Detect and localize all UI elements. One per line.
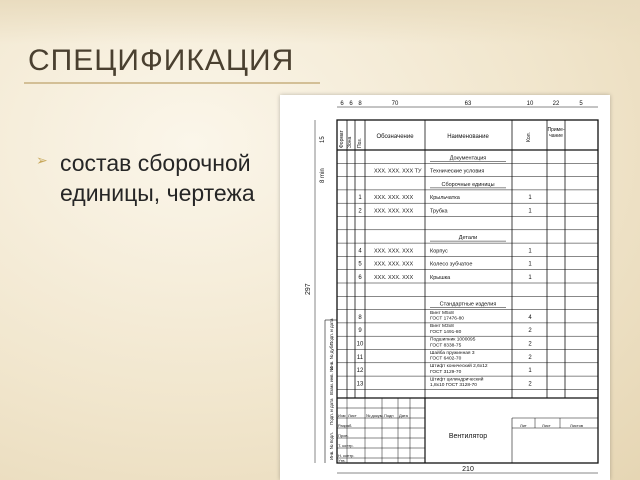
top-dimension-label: 22 <box>552 101 560 107</box>
row-position: 1 <box>358 195 362 202</box>
row-position: 9 <box>358 328 362 335</box>
row-name: Крыльчатка <box>430 195 460 202</box>
side-stamp-label: Инв. № подл. <box>329 431 334 460</box>
title-cell-label: Изм <box>338 413 346 418</box>
row-name: Колесо зубчатое <box>430 261 473 268</box>
header-note: Приме- <box>547 127 565 133</box>
row-name: ГОСТ 1491-80 <box>430 330 462 335</box>
row-name: Штифт цилиндрический <box>430 377 484 383</box>
row-name: ГОСТ 17476-80 <box>430 316 464 322</box>
row-name: ГОСТ 6402-70 <box>430 356 462 362</box>
product-name: Вентилятор <box>448 433 488 440</box>
row-position: 11 <box>356 354 364 361</box>
left-dimension-label: 15 <box>320 136 326 143</box>
bottom-dimension-label: 210 <box>462 466 474 473</box>
row-quantity: 1 <box>528 368 532 375</box>
section-heading: Сборочные единицы <box>441 181 495 188</box>
header-zone: Зона <box>347 136 353 148</box>
title-cell-label: № докум. <box>366 413 384 418</box>
row-quantity: 2 <box>528 381 532 388</box>
row-name: Винт М3х8 <box>430 324 454 330</box>
title-cell-label: Разраб. <box>338 423 353 428</box>
title-cell-label: Т. контр. <box>338 443 354 448</box>
side-stamp-label: Инв. № дубл. <box>329 342 334 370</box>
row-position: 2 <box>358 208 362 215</box>
header-designation: Обозначение <box>376 134 414 140</box>
row-quantity: 2 <box>528 354 532 361</box>
row-quantity: 1 <box>528 275 532 281</box>
row-name: Штифт конический 2,6х12 <box>430 364 488 370</box>
left-dimension-label: 297 <box>305 283 312 295</box>
specification-drawing-image <box>280 95 610 480</box>
top-dimension-label: 6 <box>340 101 344 107</box>
title-cell-label: Пров. <box>338 433 349 438</box>
row-name: ГОСТ 8338-75 <box>430 343 462 349</box>
top-dimension-label: 5 <box>579 101 583 107</box>
header-format: Формат <box>339 130 345 148</box>
slide-title: СПЕЦИФИКАЦИЯ <box>28 44 295 77</box>
row-position: 4 <box>358 248 362 255</box>
title-cell-label: Лит <box>520 423 527 428</box>
row-name: Крышка <box>430 275 451 281</box>
row-designation: XXX. XXX. XXX <box>374 275 414 281</box>
row-position: 13 <box>356 381 364 388</box>
row-designation: XXX. XXX. XXX <box>374 208 414 215</box>
row-position: 6 <box>358 275 362 281</box>
side-stamp-label: Взам. инв. № <box>329 367 334 395</box>
row-name: 1,8х10 ГОСТ 3128-70 <box>430 383 477 389</box>
section-heading: Детали <box>458 235 478 242</box>
row-quantity: 2 <box>528 328 532 335</box>
title-cell-label: Дата <box>399 413 408 418</box>
header-qty: Кол. <box>526 132 532 142</box>
section-heading: Документация <box>449 155 487 162</box>
title-cell-label: Н. контр. <box>338 453 355 458</box>
row-name: Подшипник 1000095 <box>430 337 476 343</box>
title-cell-label: Лист <box>542 423 551 428</box>
title-cell-label: Утв. <box>338 458 346 463</box>
row-designation: XXX. XXX. XXX <box>374 195 414 202</box>
row-quantity: 2 <box>528 341 532 348</box>
row-name: Трубка <box>430 208 448 215</box>
row-name: Технические условия <box>430 168 485 175</box>
row-name: Винт М5х8 <box>430 310 454 316</box>
row-quantity: 1 <box>528 195 532 202</box>
section-heading: Стандартные изделия <box>439 301 497 308</box>
row-designation: XXX. XXX. XXX <box>374 248 414 255</box>
top-dimension-label: 6 <box>349 101 353 107</box>
row-position: 12 <box>356 368 364 375</box>
specification-drawing <box>280 95 610 480</box>
header-name: Наименование <box>447 134 489 140</box>
header-band <box>0 0 640 44</box>
side-stamp-label: Подп. и дата <box>329 318 334 345</box>
title-cell-label: Подп <box>384 413 394 418</box>
row-name: ГОСТ 3129-70 <box>430 369 462 375</box>
header-note: чание <box>549 133 563 139</box>
bullet-text: состав сборочной единицы, чертежа <box>60 150 255 206</box>
bullet-arrow-icon: ➢ <box>36 152 48 168</box>
title-cell-label: Листов <box>570 423 583 428</box>
row-designation: XXX. XXX. XXX <box>374 261 414 268</box>
top-dimension-label: 8 <box>358 101 362 107</box>
title-underline <box>24 82 320 84</box>
row-position: 10 <box>356 341 364 348</box>
title-cell-label: Лист <box>348 413 357 418</box>
header-pos: Поз. <box>357 138 363 148</box>
row-position: 5 <box>358 261 362 268</box>
left-dimension-label: 8 min <box>320 168 326 183</box>
row-designation: XXX. XXX. XXX ТУ <box>374 168 422 175</box>
row-name: Корпус <box>430 248 448 255</box>
side-stamp-label: Подп. и дата <box>329 398 334 425</box>
top-dimension-label: 10 <box>526 101 534 107</box>
row-name: Шайба пружинная 3 <box>430 350 475 356</box>
top-dimension-label: 63 <box>464 101 472 107</box>
row-position: 8 <box>358 314 362 321</box>
top-dimension-label: 70 <box>391 101 399 107</box>
row-quantity: 1 <box>528 248 532 255</box>
row-quantity: 4 <box>528 314 532 321</box>
row-quantity: 1 <box>528 208 532 215</box>
row-quantity: 1 <box>528 261 532 268</box>
